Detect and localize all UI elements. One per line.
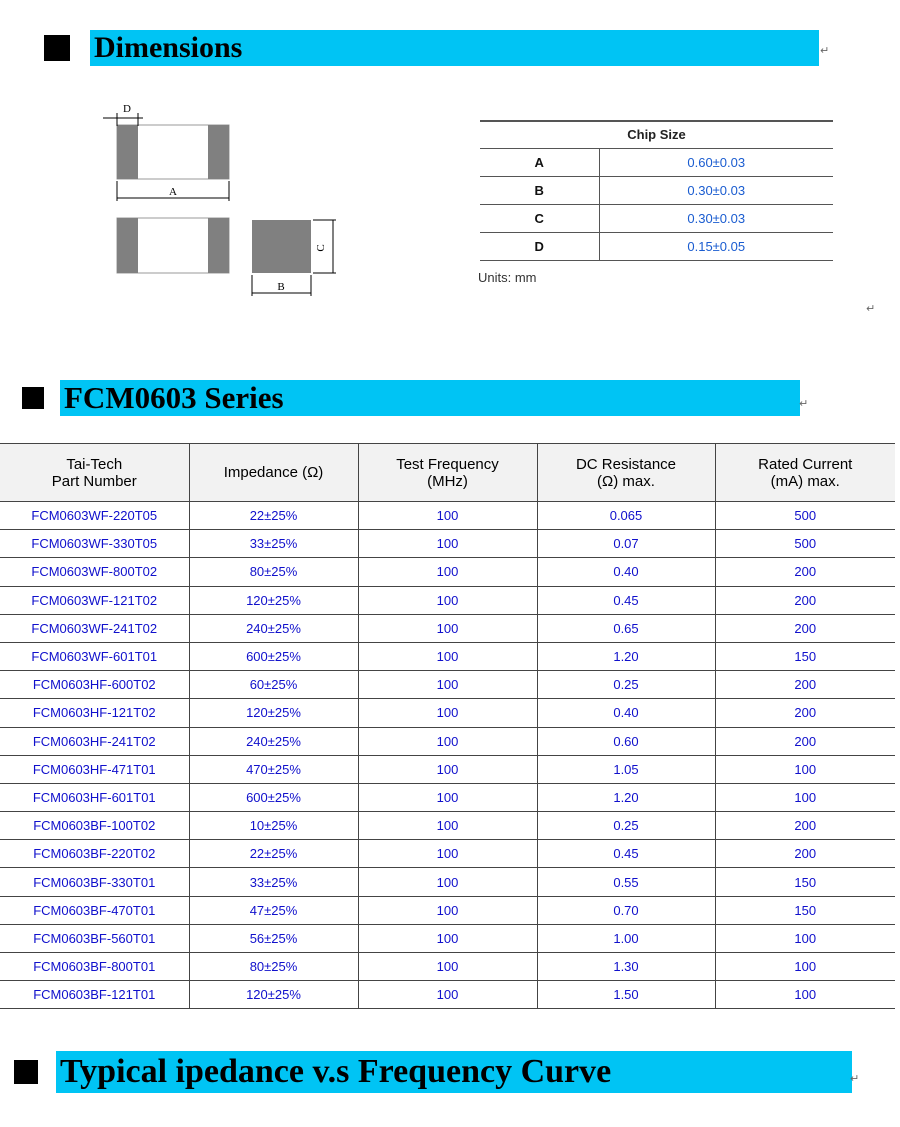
curve-title: Typical ipedance v.s Frequency Curve	[60, 1053, 612, 1090]
dc-resistance-cell: 0.45	[537, 586, 715, 614]
impedance-cell: 22±25%	[189, 840, 358, 868]
bullet-square-icon	[22, 387, 44, 409]
series-spec-table	[0, 443, 895, 1009]
header-line: Rated Current	[758, 455, 853, 473]
impedance-cell: 33±25%	[189, 868, 358, 896]
rated-current-cell: 150	[715, 868, 895, 896]
dc-resistance-cell: 0.25	[537, 812, 715, 840]
rated-current-cell: 200	[715, 812, 895, 840]
dim-value: 0.30±0.03	[599, 176, 833, 204]
header-test-frequency	[358, 444, 537, 502]
rated-current-cell: 200	[715, 727, 895, 755]
part-number-cell: FCM0603HF-600T02	[0, 671, 189, 699]
dim-value: 0.60±0.03	[599, 148, 833, 176]
header-line: (MHz)	[427, 472, 468, 490]
test-frequency-cell: 100	[358, 981, 537, 1009]
test-frequency-cell: 100	[358, 502, 537, 530]
rated-current-cell: 100	[715, 924, 895, 952]
table-row	[0, 530, 895, 558]
label-a: A	[169, 186, 177, 198]
test-frequency-cell: 100	[358, 868, 537, 896]
dc-resistance-cell: 0.55	[537, 868, 715, 896]
test-frequency-cell: 100	[358, 896, 537, 924]
dc-resistance-cell: 1.05	[537, 755, 715, 783]
rated-current-cell: 500	[715, 502, 895, 530]
dc-resistance-cell: 1.00	[537, 924, 715, 952]
dim-value: 0.30±0.03	[599, 204, 833, 232]
header-line: DC Resistance	[575, 455, 677, 473]
rated-current-cell: 500	[715, 530, 895, 558]
header-line: Part Number	[51, 472, 137, 490]
dim-label: B	[480, 176, 599, 204]
part-number-cell: FCM0603HF-601T01	[0, 783, 189, 811]
part-number-cell: FCM0603BF-560T01	[0, 924, 189, 952]
dc-resistance-cell: 1.50	[537, 981, 715, 1009]
impedance-cell: 22±25%	[189, 502, 358, 530]
impedance-cell: 80±25%	[189, 558, 358, 586]
dim-label: D	[480, 232, 599, 260]
label-c: C	[315, 244, 327, 252]
dc-resistance-cell: 0.60	[537, 727, 715, 755]
table-row	[0, 755, 895, 783]
dimensions-heading	[44, 30, 819, 66]
test-frequency-cell: 100	[358, 530, 537, 558]
header-part-number	[0, 444, 189, 502]
table-row	[480, 204, 833, 232]
dc-resistance-cell: 0.25	[537, 671, 715, 699]
rated-current-cell: 200	[715, 614, 895, 642]
bullet-square-icon	[14, 1060, 38, 1084]
test-frequency-cell: 100	[358, 924, 537, 952]
table-row	[0, 671, 895, 699]
dc-resistance-cell: 1.20	[537, 642, 715, 670]
table-row	[0, 812, 895, 840]
part-number-cell: FCM0603HF-471T01	[0, 755, 189, 783]
header-line: Impedance (Ω)	[223, 464, 324, 481]
chip-top-view	[117, 125, 229, 179]
impedance-cell: 80±25%	[189, 953, 358, 981]
impedance-cell: 60±25%	[189, 671, 358, 699]
dc-resistance-cell: 1.20	[537, 783, 715, 811]
table-row	[0, 924, 895, 952]
heading-highlight	[56, 1051, 852, 1093]
table-row	[0, 558, 895, 586]
header-line: (mA) max.	[770, 472, 840, 490]
table-row	[0, 614, 895, 642]
test-frequency-cell: 100	[358, 953, 537, 981]
dim-label: A	[480, 148, 599, 176]
dim-label: C	[480, 204, 599, 232]
chip-dimension-diagram	[100, 98, 350, 300]
part-number-cell: FCM0603HF-241T02	[0, 727, 189, 755]
table-row	[0, 727, 895, 755]
header-rated-current	[715, 444, 895, 502]
impedance-cell: 33±25%	[189, 530, 358, 558]
impedance-cell: 240±25%	[189, 614, 358, 642]
table-row	[480, 176, 833, 204]
part-number-cell: FCM0603BF-121T01	[0, 981, 189, 1009]
test-frequency-cell: 100	[358, 699, 537, 727]
part-number-cell: FCM0603BF-220T02	[0, 840, 189, 868]
table-row	[0, 896, 895, 924]
table-row	[0, 642, 895, 670]
label-d: D	[123, 103, 131, 115]
return-mark-icon: ↵	[866, 302, 876, 315]
bullet-square-icon	[44, 35, 70, 61]
impedance-cell: 120±25%	[189, 981, 358, 1009]
heading-highlight	[60, 380, 800, 416]
dim-value: 0.15±0.05	[599, 232, 833, 260]
table-row	[480, 148, 833, 176]
dc-resistance-cell: 0.45	[537, 840, 715, 868]
test-frequency-cell: 100	[358, 614, 537, 642]
return-mark-icon: ↵	[850, 1072, 860, 1085]
chip-end-view	[252, 220, 311, 273]
dc-resistance-cell: 0.40	[537, 558, 715, 586]
part-number-cell: FCM0603WF-330T05	[0, 530, 189, 558]
curve-heading	[14, 1051, 852, 1093]
series-title: FCM0603 Series	[64, 380, 284, 415]
return-mark-icon: ↵	[799, 397, 809, 410]
part-number-cell: FCM0603WF-800T02	[0, 558, 189, 586]
chip-size-header: Chip Size	[480, 121, 833, 148]
rated-current-cell: 200	[715, 699, 895, 727]
rated-current-cell: 150	[715, 642, 895, 670]
test-frequency-cell: 100	[358, 558, 537, 586]
part-number-cell: FCM0603BF-100T02	[0, 812, 189, 840]
test-frequency-cell: 100	[358, 783, 537, 811]
impedance-cell: 120±25%	[189, 699, 358, 727]
table-row	[0, 699, 895, 727]
test-frequency-cell: 100	[358, 586, 537, 614]
part-number-cell: FCM0603BF-330T01	[0, 868, 189, 896]
table-row	[0, 586, 895, 614]
test-frequency-cell: 100	[358, 755, 537, 783]
dc-resistance-cell: 1.30	[537, 953, 715, 981]
table-row	[0, 502, 895, 530]
rated-current-cell: 100	[715, 755, 895, 783]
chip-size-table	[480, 120, 833, 261]
table-row	[0, 868, 895, 896]
test-frequency-cell: 100	[358, 812, 537, 840]
table-row	[480, 232, 833, 260]
header-line: Test Frequency	[396, 455, 499, 473]
rated-current-cell: 200	[715, 586, 895, 614]
rated-current-cell: 150	[715, 896, 895, 924]
impedance-cell: 240±25%	[189, 727, 358, 755]
table-row	[0, 953, 895, 981]
test-frequency-cell: 100	[358, 840, 537, 868]
heading-highlight	[90, 30, 819, 66]
rated-current-cell: 200	[715, 671, 895, 699]
test-frequency-cell: 100	[358, 671, 537, 699]
part-number-cell: FCM0603WF-241T02	[0, 614, 189, 642]
impedance-cell: 120±25%	[189, 586, 358, 614]
chip-side-view	[117, 218, 229, 273]
impedance-cell: 600±25%	[189, 783, 358, 811]
header-line: (Ω) max.	[597, 472, 655, 490]
rated-current-cell: 100	[715, 783, 895, 811]
dimensions-title: Dimensions	[94, 31, 243, 64]
part-number-cell: FCM0603WF-121T02	[0, 586, 189, 614]
part-number-cell: FCM0603BF-470T01	[0, 896, 189, 924]
units-note: Units: mm	[478, 270, 537, 285]
table-row	[0, 981, 895, 1009]
test-frequency-cell: 100	[358, 642, 537, 670]
test-frequency-cell: 100	[358, 727, 537, 755]
table-header-row	[0, 444, 895, 502]
rated-current-cell: 100	[715, 981, 895, 1009]
header-line: Tai-Tech	[66, 455, 123, 473]
return-mark-icon: ↵	[820, 44, 830, 57]
impedance-cell: 10±25%	[189, 812, 358, 840]
dc-resistance-cell: 0.40	[537, 699, 715, 727]
table-row	[0, 840, 895, 868]
series-heading	[22, 380, 800, 416]
header-dc-resistance	[537, 444, 715, 502]
part-number-cell: FCM0603HF-121T02	[0, 699, 189, 727]
impedance-cell: 56±25%	[189, 924, 358, 952]
dc-resistance-cell: 0.65	[537, 614, 715, 642]
label-b: B	[277, 281, 285, 293]
header-impedance	[189, 444, 358, 502]
impedance-cell: 600±25%	[189, 642, 358, 670]
impedance-cell: 47±25%	[189, 896, 358, 924]
rated-current-cell: 200	[715, 840, 895, 868]
dc-resistance-cell: 0.07	[537, 530, 715, 558]
part-number-cell: FCM0603WF-601T01	[0, 642, 189, 670]
part-number-cell: FCM0603WF-220T05	[0, 502, 189, 530]
dc-resistance-cell: 0.065	[537, 502, 715, 530]
rated-current-cell: 200	[715, 558, 895, 586]
table-row	[0, 783, 895, 811]
dc-resistance-cell: 0.70	[537, 896, 715, 924]
part-number-cell: FCM0603BF-800T01	[0, 953, 189, 981]
impedance-cell: 470±25%	[189, 755, 358, 783]
rated-current-cell: 100	[715, 953, 895, 981]
